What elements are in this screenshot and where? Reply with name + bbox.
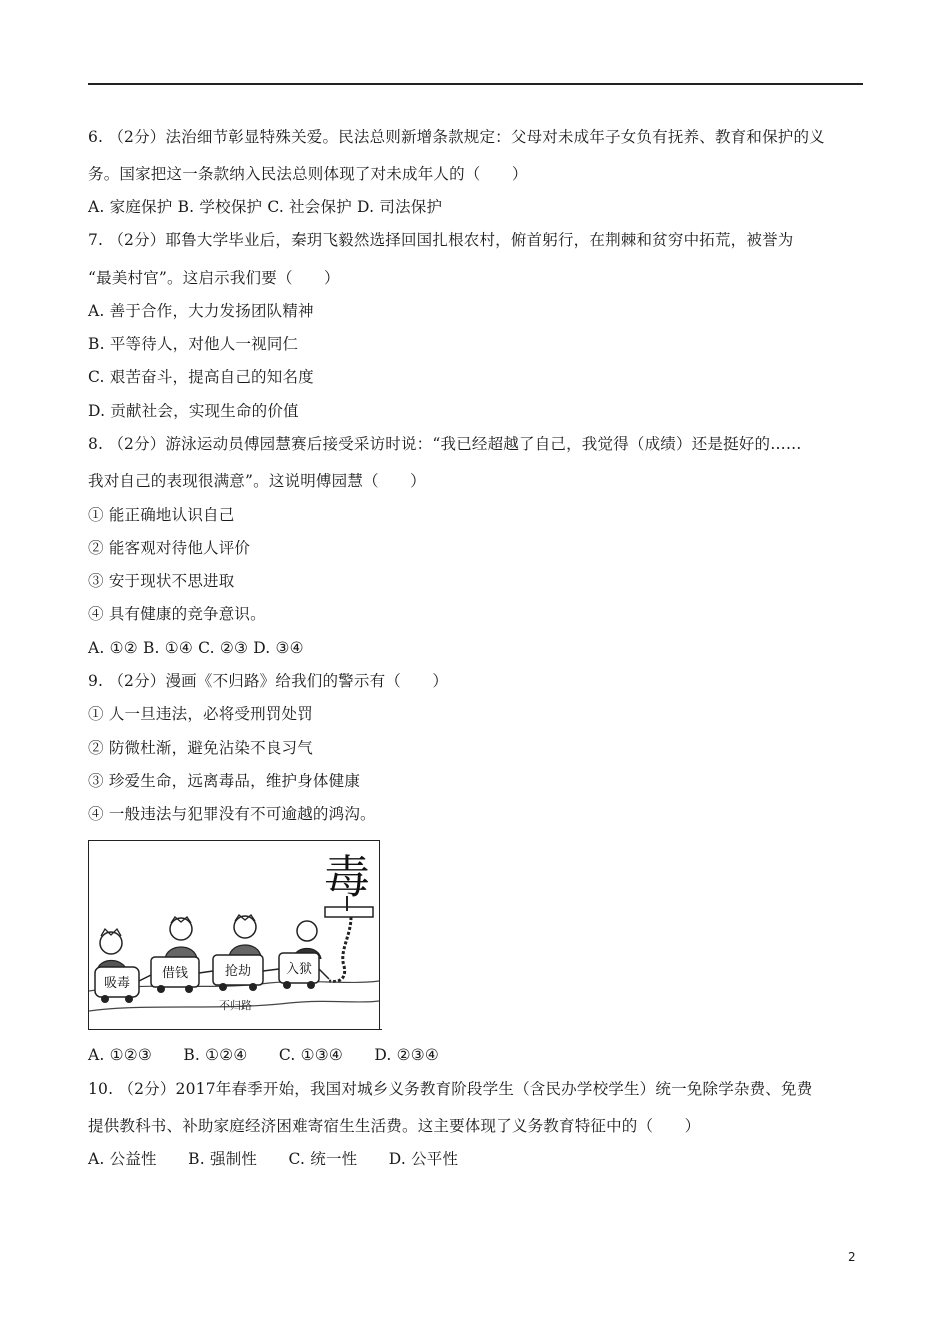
q6-options: A. 家庭保护 B. 学校保护 C. 社会保护 D. 司法保护 — [88, 198, 443, 216]
q8-options: A. ①② B. ①④ C. ②③ D. ③④ — [88, 639, 304, 657]
q10-stem-line2: 提供教科书、补助家庭经济困难寄宿生生活费。这主要体现了义务教育特征中的（ ） — [88, 1117, 701, 1135]
page-number: 2 — [848, 1250, 856, 1264]
q9-statement-4: ④ 一般违法与犯罪没有不可逾越的鸿沟。 — [88, 805, 376, 823]
cartoon-cart2-label: 借钱 — [161, 966, 189, 981]
cartoon-cart1-label: 吸毒 — [103, 976, 131, 991]
q7-option-b: B. 平等待人，对他人一视同仁 — [88, 335, 299, 353]
q10-options: A. 公益性 B. 强制性 C. 统一性 D. 公平性 — [88, 1150, 459, 1168]
q9-stem: 9. （2分）漫画《不归路》给我们的警示有（ ） — [88, 672, 449, 690]
cartoon-figure — [88, 840, 380, 1030]
header-rule — [88, 83, 863, 85]
cartoon-base-line — [88, 1029, 382, 1030]
q8-statement-1: ① 能正确地认识自己 — [88, 506, 235, 524]
q9-statement-2: ② 防微杜渐，避免沾染不良习气 — [88, 739, 313, 757]
q6-stem-line2: 务。国家把这一条款纳入民法总则体现了对未成年人的（ ） — [88, 165, 528, 183]
q9-statement-1: ① 人一旦违法，必将受刑罚处罚 — [88, 705, 313, 723]
q8-stem-line2: 我对自己的表现很满意”。这说明傅园慧（ ） — [88, 472, 426, 490]
q7-stem-line1: 7. （2分）耶鲁大学毕业后，秦玥飞毅然选择回国扎根农村，俯首躬行，在荆棘和贫穷中拓荒，被誉为 — [88, 231, 794, 249]
q9-options: A. ①②③ B. ①②④ C. ①③④ D. ②③④ — [88, 1046, 439, 1064]
q7-stem-line2: “最美村官”。这启示我们要（ ） — [88, 269, 340, 287]
q8-stem-line1: 8. （2分）游泳运动员傅园慧赛后接受采访时说：“我已经超越了自己，我觉得（成绩）还是挺好的…… — [88, 435, 802, 453]
q9-statement-3: ③ 珍爱生命，远离毒品，维护身体健康 — [88, 772, 361, 790]
cartoon-sign-text: 毒 — [324, 850, 370, 904]
q7-option-d: D. 贡献社会，实现生命的价值 — [88, 402, 299, 420]
q6-stem-line1: 6. （2分）法治细节彰显特殊关爱。民法总则新增条款规定：父母对未成年子女负有抚养、教育和保护的义 — [88, 128, 825, 146]
cartoon-drawing — [89, 841, 379, 1029]
q8-statement-3: ③ 安于现状不思进取 — [88, 572, 235, 590]
cartoon-cart4-label: 入狱 — [285, 962, 313, 977]
q10-stem-line1: 10. （2分）2017年春季开始，我国对城乡义务教育阶段学生（含民办学校学生）统一免除学杂费、免费 — [88, 1080, 813, 1098]
cartoon-cart3-label: 抢劫 — [224, 964, 252, 979]
q7-option-a: A. 善于合作，大力发扬团队精神 — [88, 302, 314, 320]
q7-option-c: C. 艰苦奋斗，提高自己的知名度 — [88, 368, 314, 386]
q8-statement-4: ④ 具有健康的竞争意识。 — [88, 605, 266, 623]
cartoon-road-label: 不归路 — [219, 999, 252, 1012]
q8-statement-2: ② 能客观对待他人评价 — [88, 539, 251, 557]
